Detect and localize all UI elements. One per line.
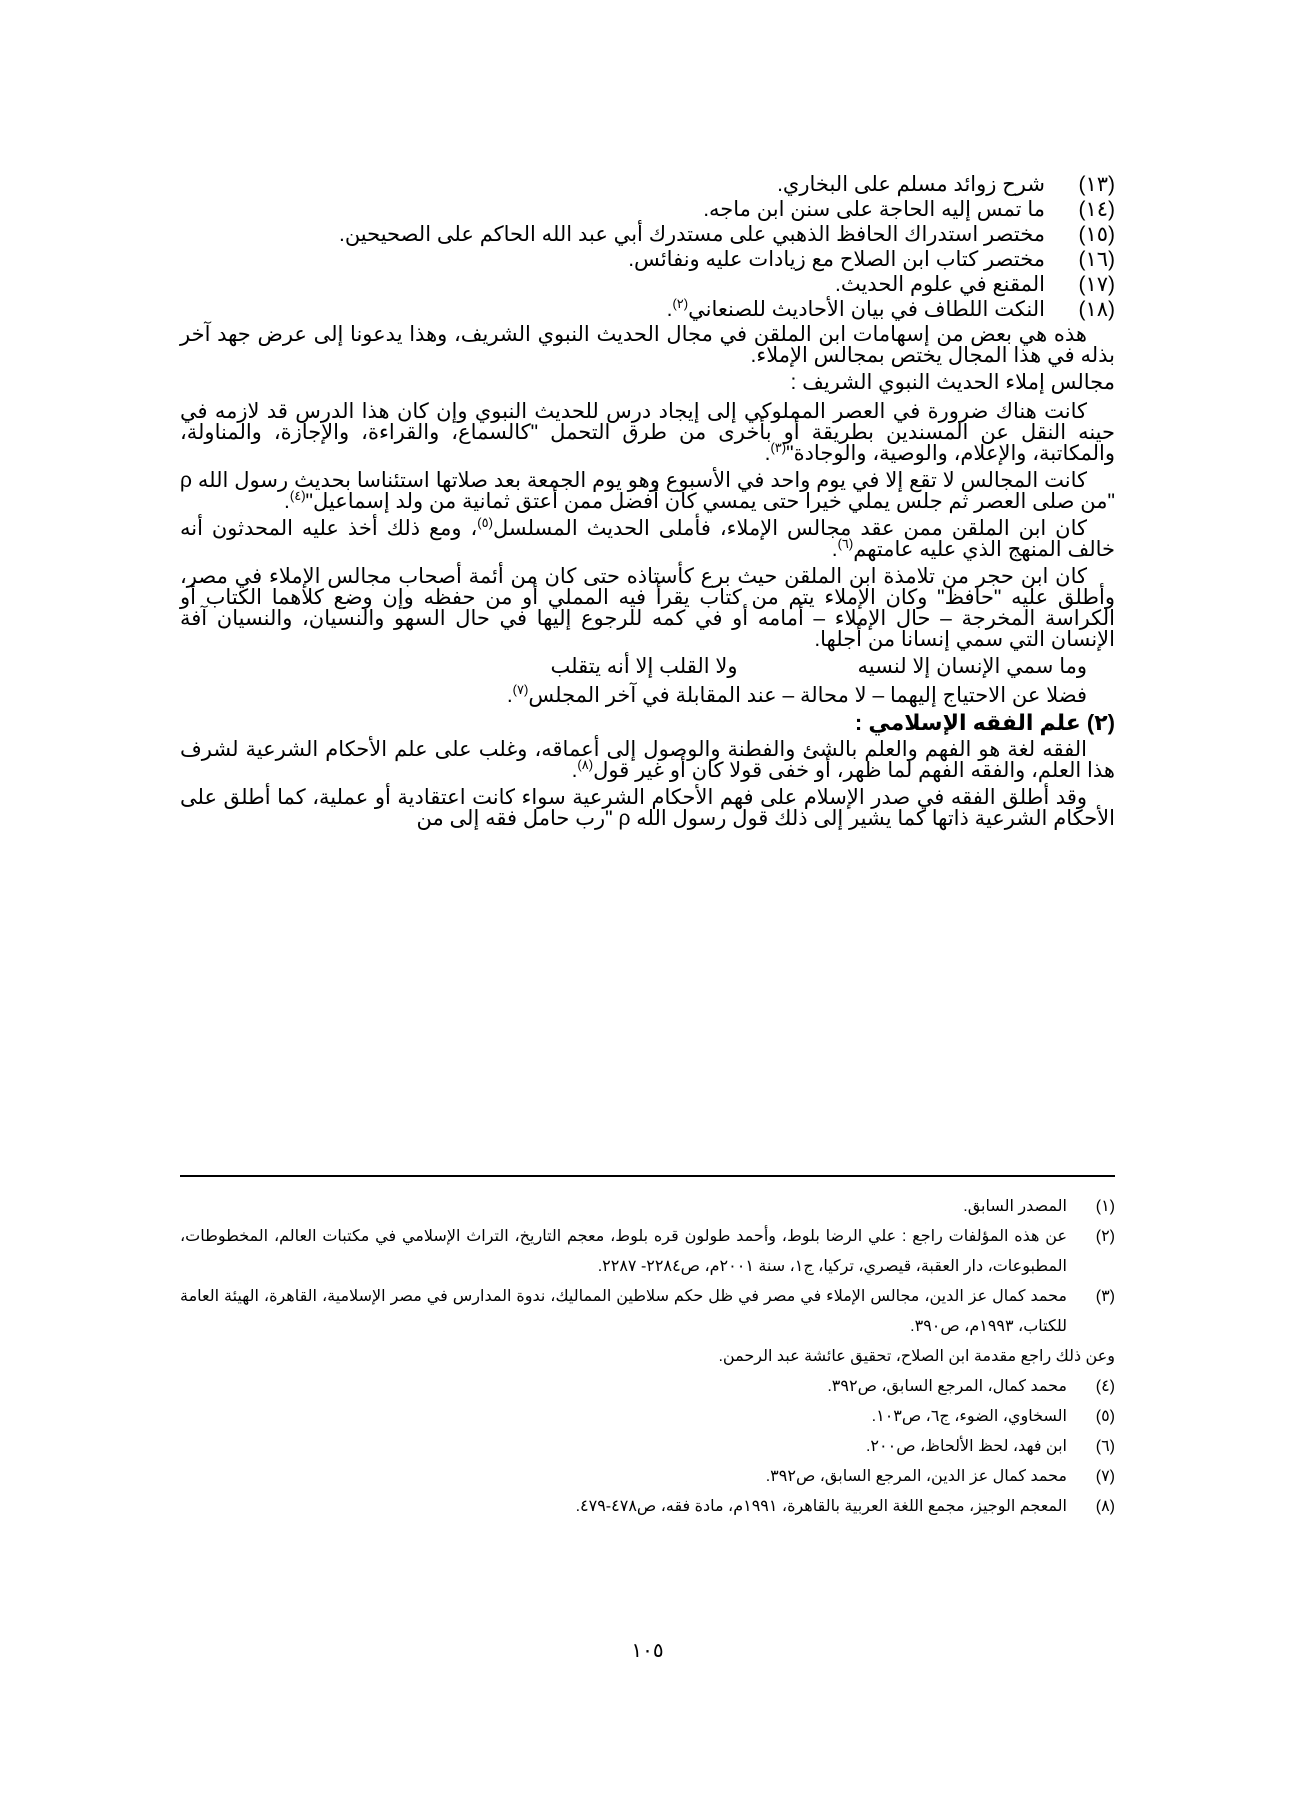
body-text xyxy=(180,324,1115,835)
footnote-number: (٣) xyxy=(1095,1288,1115,1305)
footnote-text: محمد كمال، المرجع السابق، ص٣٩٢. xyxy=(827,1378,1067,1395)
paragraph xyxy=(180,324,1115,366)
list-text: مختصر استدراك الحافظ الذهبي على مستدرك أبي عبد الله الحاكم على الصحيحين. xyxy=(338,223,1045,246)
footnote-ref[interactable]: (٦) xyxy=(837,536,854,551)
list-text: ما تمس إليه الحاجة على سنن ابن ماجه. xyxy=(703,198,1045,221)
paragraph-text: فضلا عن الاحتياج إليهما – لا محالة – عند المقابلة في آخر المجلس xyxy=(528,684,1087,707)
paragraph-text: ، ومع ذلك أخذ عليه المحدثون أنه خالف المنهج الذي عليه عامتهم xyxy=(180,517,1115,561)
numbered-list xyxy=(180,172,1115,322)
poetry-verse xyxy=(180,656,1115,677)
paragraph-text: وقد أطلق الفقه في صدر الإسلام على فهم الأحكام الشرعية سواء كانت اعتقادية أو عملية، كما أطلق على الأحكام الشرعية ذاتها كما يشير إلى ذلك قول رسول الله ρ "رب حامل فقه إلى من xyxy=(180,786,1115,830)
footnote-text: ابن فهد، لحظ الألحاظ، ص٢٠٠. xyxy=(865,1438,1067,1455)
list-item xyxy=(180,172,1115,197)
paragraph-text: كان ابن حجر من تلامذة ابن الملقن حيث برع كأستاذه حتى كان من أئمة أصحاب مجالس الإملاء في مصر، وأطلق عليه "حافظ" وكان الإملاء يتم من كتاب يقرأ فيه المملي أو من حفظه وإن وضع كلاهما الكتاب أو الكراسة المخرجة – حال الإملاء – أمامه أو في كمه للرجوع إليها في حال السهو والنسيان، والنسيان آفة الإنسان التي سمي إنسانا من أجلها. xyxy=(180,565,1115,651)
footnote xyxy=(180,1372,1115,1402)
paragraph xyxy=(180,787,1115,829)
list-text xyxy=(180,297,1045,322)
period: . xyxy=(284,490,290,513)
footnote-text: عن هذه المؤلفات راجع : علي الرضا بلوط، وأحمد طولون قره بلوط، معجم التاريخ، التراث الإسلامي في مكتبات العالم، المخطوطات، المطبوعات، دار العقبة، قيصري، تركيا، ج١، سنة ٢٠٠١م، ص٢٢٨٤- ٢٢٨٧. xyxy=(180,1228,1067,1275)
paragraph-text: كان ابن الملقن ممن عقد مجالس الإملاء، فأملى الحديث المسلسل xyxy=(492,517,1087,540)
paragraph xyxy=(180,682,1115,707)
footnote-number: (٨) xyxy=(1095,1498,1115,1515)
footnote xyxy=(180,1492,1115,1522)
paragraph xyxy=(180,566,1115,650)
section-heading: (٢) علم الفقه الإسلامي : xyxy=(854,710,1115,735)
paragraph xyxy=(180,739,1115,781)
footnote-text: محمد كمال عز الدين، المرجع السابق، ص٣٩٢. xyxy=(765,1468,1067,1485)
verse-hemistich-1: وما سمي الإنسان إلا لنسيه xyxy=(857,655,1087,678)
footnote-number: (٤) xyxy=(1095,1378,1115,1395)
footnote xyxy=(180,1432,1115,1462)
footnotes xyxy=(180,1192,1115,1522)
footnote xyxy=(180,1222,1115,1282)
footnote-ref[interactable]: (٣) xyxy=(770,440,787,455)
footnote xyxy=(180,1402,1115,1432)
list-number: (١٧) xyxy=(1078,273,1115,296)
footnote-text: المصدر السابق. xyxy=(963,1198,1067,1215)
period: . xyxy=(571,759,578,782)
paragraph xyxy=(180,470,1115,512)
footnote-separator xyxy=(180,1175,1115,1177)
footnote-continuation: وعن ذلك راجع مقدمة ابن الصلاح، تحقيق عائشة عبد الرحمن. xyxy=(718,1348,1115,1365)
footnote-text: المعجم الوجيز، مجمع اللغة العربية بالقاهرة، ١٩٩١م، مادة فقه، ص٤٧٨-٤٧٩. xyxy=(575,1498,1067,1515)
footnote-number: (٦) xyxy=(1095,1438,1115,1455)
period: . xyxy=(831,538,838,561)
list-text-main: النكت اللطاف في بيان الأحاديث للصنعاني xyxy=(688,298,1045,321)
paragraph-text: هذه هي بعض من إسهامات ابن الملقن في مجال الحديث النبوي الشريف، وهذا يدعونا إلى عرض جهد آخر بذله في هذا المجال يختص بمجالس الإملاء. xyxy=(180,323,1115,367)
footnote-ref[interactable]: (٥) xyxy=(477,515,493,530)
page-number: ١٠٥ xyxy=(631,1640,664,1662)
period: . xyxy=(764,442,771,465)
list-text: شرح زوائد مسلم على البخاري. xyxy=(777,173,1045,196)
list-number: (١٨) xyxy=(1078,298,1115,321)
footnote-ref[interactable]: (٧) xyxy=(512,682,529,697)
footnote-number: (٧) xyxy=(1095,1468,1115,1485)
list-text: المقنع في علوم الحديث. xyxy=(835,273,1045,296)
list-text: مختصر كتاب ابن الصلاح مع زيادات عليه ونفائس. xyxy=(628,248,1045,271)
footnote-ref[interactable]: (٨) xyxy=(577,757,594,772)
period: . xyxy=(506,684,513,707)
footnote-text: السخاوي، الضوء، ج٦، ص١٠٣. xyxy=(871,1408,1067,1425)
paragraph-text: كانت هناك ضرورة في العصر المملوكي إلى إيجاد درس للحديث النبوي وإن كان هذا الدرس قد لازمه في حينه النقل عن المسندين بطريقة أو بأخرى من طرق التحمل "كالسماع، والقراءة، والإجازة، والمناولة، والمكاتبة، والإعلام، والوصية، والوجادة" xyxy=(180,400,1115,465)
footnote-number: (٥) xyxy=(1095,1408,1115,1425)
list-number: (١٣) xyxy=(1078,173,1115,196)
footnote-text: محمد كمال عز الدين، مجالس الإملاء في مصر في ظل حكم سلاطين المماليك، ندوة المدارس في مصر الإسلامية، القاهرة، الهيئة العامة للكتاب، ١٩٩٣م، ص٣٩٠. xyxy=(180,1288,1068,1335)
paragraph xyxy=(180,515,1115,561)
list-number: (١٥) xyxy=(1078,223,1115,246)
footnote xyxy=(180,1282,1115,1342)
list-item xyxy=(180,197,1115,222)
verse-hemistich-2: ولا القلب إلا أنه يتقلب xyxy=(550,655,738,678)
list-number: (١٦) xyxy=(1078,248,1115,271)
subheading: مجالس إملاء الحديث النبوي الشريف : xyxy=(790,371,1115,394)
footnote xyxy=(180,1462,1115,1492)
document-page xyxy=(180,0,1115,1800)
paragraph-text: كانت المجالس لا تقع إلا في يوم واحد في الأسبوع وهو يوم الجمعة بعد صلاتها استئناسا بحديث رسول الله ρ "من صلى العصر ثم جلس يملي خيرا حتى يمسي كان أفضل ممن أعتق ثمانية من ولد إسماعيل" xyxy=(180,469,1115,513)
period: . xyxy=(666,298,673,321)
list-item xyxy=(180,247,1115,272)
list-item xyxy=(180,222,1115,247)
paragraph-text: الفقه لغة هو الفهم والعلم بالشئ والفطنة والوصول إلى أعماقه، وغلب على علم الأحكام الشرعية لشرف هذا العلم، والفقه الفهم لما ظهر، أو خفى قولا كان أو غير قول xyxy=(180,738,1115,782)
footnote xyxy=(180,1192,1115,1222)
list-number: (١٤) xyxy=(1078,198,1115,221)
list-item xyxy=(180,297,1115,322)
footnote-ref[interactable]: (٢) xyxy=(672,296,689,311)
footnote-number: (٢) xyxy=(1095,1228,1115,1245)
paragraph xyxy=(180,401,1115,464)
list-item xyxy=(180,272,1115,297)
footnote-ref[interactable]: (٤) xyxy=(289,488,306,503)
footnote-number: (١) xyxy=(1095,1198,1115,1215)
